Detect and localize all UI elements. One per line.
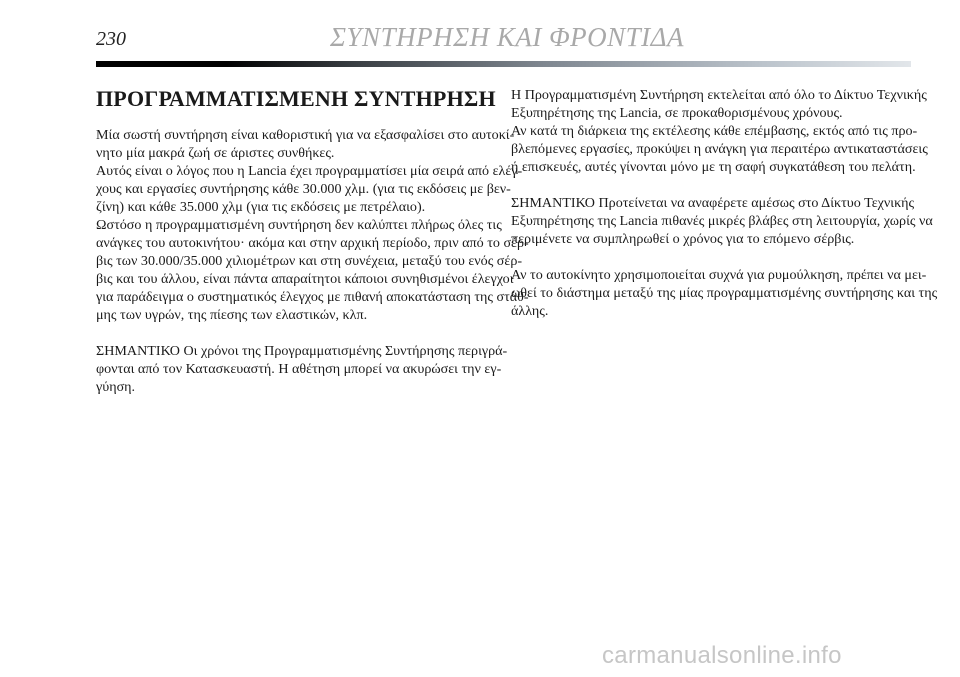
text-line: Μία σωστή συντήρηση είναι καθοριστική για να εξασφαλίσει στο αυτοκί- — [96, 127, 515, 143]
text-line: άλλης. — [511, 303, 549, 319]
section-title: ΠΡΟΓΡΑΜΜΑΤΙΣΜΕΝΗ ΣΥΝΤΗΡΗΣΗ — [96, 86, 496, 111]
paragraph-important-note — [96, 342, 508, 396]
header-rule — [96, 61, 911, 67]
paragraph-network-service — [511, 86, 928, 176]
text-line: φονται από τον Κατασκευαστή. Η αθέτηση μπορεί να ακυρώσει την εγ- — [96, 361, 502, 377]
text-line: Αυτός είναι ο λόγος που η Lancia έχει προγραμματίσει μία σειρά από ελέγ- — [96, 163, 523, 179]
text-line: ωθεί το διάστημα μεταξύ της μίας προγραμματισμένης συντήρησης και της — [511, 285, 938, 301]
text-line: ανάγκες του αυτοκινήτου· ακόμα και στην αρχική περίοδο, πριν από το σέρ- — [96, 235, 529, 251]
text-line: Εξυπηρέτησης της Lancia, σε προκαθορισμένους χρόνους. — [511, 105, 843, 121]
text-line: ή επισκευές, αυτές γίνονται μόνο με τη σαφή συγκατάθεση του πελάτη. — [511, 159, 916, 175]
text-line: Η Προγραμματισμένη Συντήρηση εκτελείται από όλο το Δίκτυο Τεχνικής — [511, 87, 927, 103]
text-line: νητο μία μακρά ζωή σε άριστες συνθήκες. — [96, 145, 335, 161]
text-line: Αν κατά τη διάρκεια της εκτέλεσης κάθε επέμβασης, εκτός από τις προ- — [511, 123, 918, 139]
text-line: βλεπόμενες εργασίες, προκύψει η ανάγκη για περαιτέρω αντικαταστάσεις — [511, 141, 928, 157]
text-line: Αν το αυτοκίνητο χρησιμοποιείται συχνά για ρυμούλκηση, πρέπει να μει- — [511, 267, 927, 283]
text-line: γύηση. — [96, 379, 136, 395]
paragraph-towing — [511, 266, 938, 320]
watermark: carmanualsonline.info — [602, 642, 842, 669]
text-line: ΣΗΜΑΝΤΙΚΟ Οι χρόνοι της Προγραμματισμένης Συντήρησης περιγρά- — [96, 343, 508, 359]
text-line: ΣΗΜΑΝΤΙΚΟ Προτείνεται να αναφέρετε αμέσως στο Δίκτυο Τεχνικής — [511, 195, 915, 211]
page-number: 230 — [96, 28, 126, 50]
right-column — [511, 86, 938, 320]
text-line: για παράδειγμα ο συστηματικός έλεγχος με πιθανή αποκατάσταση της στάθ- — [96, 289, 529, 305]
paragraph-important-report — [511, 194, 933, 248]
text-line: χους και εργασίες συντήρησης κάθε 30.000 χλμ. (για τις εκδόσεις με βεν- — [96, 181, 511, 197]
text-line: βις και του άλλου, είναι πάντα απαραίτητοι κάποιοι συνηθισμένοι έλεγχοι — [96, 271, 514, 287]
text-line: ζίνη) και κάθε 35.000 χλμ (για τις εκδόσεις με πετρέλαιο). — [96, 199, 426, 215]
text-line: μης των υγρών, της πίεσης των ελαστικών, κλπ. — [96, 307, 368, 323]
left-column — [96, 86, 529, 396]
paragraph-maintenance-intro — [96, 126, 529, 324]
text-line: βις των 30.000/35.000 χιλιομέτρων και στη συνέχεια, μεταξύ του ενός σέρ- — [96, 253, 523, 269]
text-line: Ωστόσο η προγραμματισμένη συντήρηση δεν καλύπτει πλήρως όλες τις — [96, 217, 502, 233]
text-line: περιμένετε να συμπληρωθεί ο χρόνος για το επόμενο σέρβις. — [511, 231, 855, 247]
text-line: Εξυπηρέτησης της Lancia πιθανές μικρές βλάβες στη λειτουργία, χωρίς να — [511, 213, 933, 229]
chapter-title: ΣΥΝΤΗΡΗΣΗ ΚΑΙ ΦΡΟΝΤΙΔΑ — [330, 22, 685, 52]
